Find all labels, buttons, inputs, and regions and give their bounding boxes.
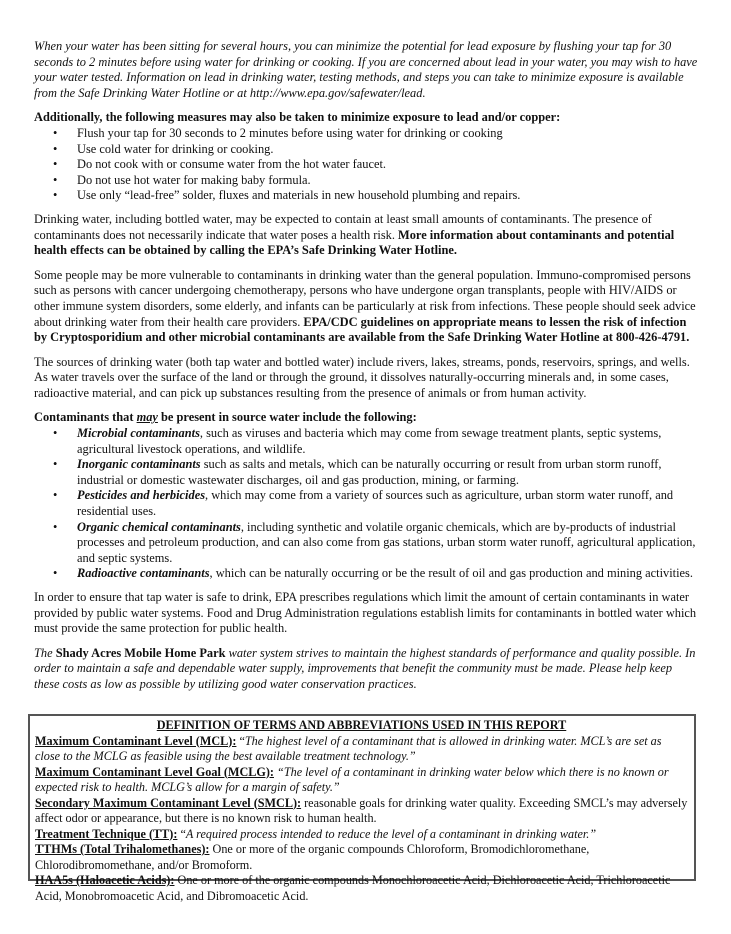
definition-term: Maximum Contaminant Level Goal (MCLG): — [35, 764, 274, 779]
vulnerable-paragraph — [34, 268, 699, 346]
closing-text: The — [34, 645, 56, 660]
heading-text: be present in source water include the following: — [157, 410, 417, 425]
definition-text: One or more of the organic compounds Monochloroacetic Acid, Dichloroacetic Acid, Trichloroacetic Acid, Monobromoacetic Acid, and Dibromoacetic Acid. — [35, 873, 671, 903]
definition-item — [35, 796, 688, 827]
definition-term: Maximum Contaminant Level (MCL): — [35, 733, 237, 748]
list-item — [77, 566, 699, 582]
definitions-title: DEFINITION OF TERMS AND ABBREVIATIONS USED IN THIS REPORT — [156, 718, 567, 732]
heading-may-emphasis: may — [136, 410, 158, 425]
contaminant-term: Microbial contaminants — [77, 426, 200, 441]
vulnerable-text: Some people may be more vulnerable to contaminants in drinking water than the general population. Immuno-compromised persons such as persons with cancer undergoing chemotherapy, persons who have undergone organ transplants, people with HIV/AIDS or other immune system disorders, some elderly, and infants can be particularly at risk from infections. These people should seek advice about drinking water from their health care providers. — [34, 267, 696, 329]
closing-text: water system strives to maintain the highest standards of performance and quality possible. In order to maintain a safe and dependable water supply, improvements that benefit the community must be made. Please help keep these costs as low as possible by utilizing good water conservation practices. — [34, 645, 696, 691]
definition-text: “The level of a contaminant in drinking water below which there is no known or expected risk to health. MCLG’s allow for a margin of safety.” — [35, 764, 669, 794]
definition-item — [35, 873, 688, 904]
definition-text: A required process intended to reduce the level of a contaminant in drinking water.” — [185, 826, 597, 841]
list-item: • Use only “lead-free” solder, fluxes and materials in new household plumbing and repairs. — [77, 188, 699, 204]
contaminants-hotline-note: More information about contaminants and potential health effects can be obtained by calling the EPA’s Safe Drinking Water Hotline. — [34, 227, 675, 258]
definition-quote: “ — [177, 826, 186, 841]
contaminant-term: Pesticides and herbicides — [77, 488, 206, 503]
system-name: Shady Acres Mobile Home Park — [55, 645, 226, 660]
list-item — [77, 457, 699, 488]
contaminant-description: , such as viruses and bacteria which may come from sewage treatment plants, septic systems, agricultural livestock operations, and wildlife. — [77, 426, 662, 456]
definition-term: TTHMs (Total Trihalomethanes): — [35, 842, 210, 856]
list-item: • Do not cook with or consume water from the hot water faucet. — [77, 157, 699, 173]
definition-term: Treatment Technique (TT): — [35, 826, 178, 841]
contaminant-description: , which can be naturally occurring or be the result of oil and gas production and mining activities. — [209, 566, 693, 581]
definition-item — [35, 827, 688, 843]
contaminants-paragraph — [34, 212, 699, 259]
contaminant-description: , including synthetic and volatile organic chemicals, which are by-products of industrial processes and petroleum production, and can also come from gas stations, urban storm water runoff, agricultural application, and septic systems. — [77, 519, 696, 565]
contaminant-term: Organic chemical contaminants — [77, 519, 241, 534]
source-contaminants-heading — [34, 410, 699, 426]
definition-term: Secondary Maximum Contaminant Level (SMCL): — [35, 795, 302, 810]
list-item — [77, 488, 699, 519]
vulnerable-guidelines-note: EPA/CDC guidelines on appropriate means to lessen the risk of infection by Cryptosporidium and other microbial contaminants are available from the Safe Drinking Water Hotline at 800-426-4791. — [34, 314, 690, 345]
contaminants-text: Drinking water, including bottled water, may be expected to contain at least small amounts of contaminants. The presence of contaminants does not necessarily indicate that water poses a health risk. — [34, 211, 652, 242]
contaminant-description: such as salts and metals, which can be naturally occurring or result from urban storm runoff, industrial or domestic wastewater discharges, oil and gas production, mining, or farming. — [77, 457, 662, 487]
definition-text: reasonable goals for drinking water quality. Exceeding SMCL’s may adversely affect odor or appearance, but there is no known risk to human health. — [35, 795, 688, 825]
contaminant-term: Inorganic contaminants — [77, 457, 201, 472]
contaminant-term: Radioactive contaminants — [77, 566, 210, 581]
list-item — [77, 520, 699, 567]
definition-text: One or more of the organic compounds Chloroform, Bromodichloromethane, Chlorodibromomethane, and/or Bromoform. — [35, 842, 590, 872]
definition-quote: “ — [236, 733, 245, 748]
definition-text: The highest level of a contaminant that is allowed in drinking water. MCL’s are set as close to the MCLG as feasible using the best available treatment technology.” — [35, 733, 662, 763]
list-item: • Use cold water for drinking or cooking. — [77, 142, 699, 158]
report-body — [34, 39, 699, 702]
source-contaminants-list — [34, 426, 699, 582]
definition-term: HAA5s (Haloacetic Acids): — [35, 873, 175, 887]
list-item: • Do not use hot water for making baby formula. — [77, 173, 699, 189]
measures-list — [34, 126, 699, 204]
closing-paragraph — [34, 646, 699, 693]
sources-paragraph: The sources of drinking water (both tap water and bottled water) include rivers, lakes, streams, ponds, reservoirs, springs, and wells. As water travels over the surface of the land or through the ground, it dissolves naturally-occurring minerals and, in some cases, radioactive material, and can pick up substances resulting from the presence of animals or from human activity. — [34, 354, 690, 400]
definitions-box — [28, 714, 696, 903]
heading-text: Contaminants that — [34, 410, 137, 425]
definition-item — [35, 765, 688, 796]
list-item: • Flush your tap for 30 seconds to 2 minutes before using water for drinking or cooking — [77, 126, 699, 142]
measures-heading: Additionally, the following measures may also be taken to minimize exposure to lead and/or copper: — [34, 110, 561, 125]
definition-item — [35, 842, 688, 873]
contaminant-description: , which may come from a variety of sources such as agriculture, urban storm water runoff, and residential uses. — [77, 488, 674, 519]
definition-item — [35, 734, 688, 765]
regulations-paragraph: In order to ensure that tap water is safe to drink, EPA prescribes regulations which limit the amount of certain contaminants in water provided by public water systems. Food and Drug Administration regulations establish limits for contaminants in bottled water which must provide the same protection for public health. — [34, 590, 697, 636]
lead-intro-paragraph: When your water has been sitting for several hours, you can minimize the potential for lead exposure by flushing your tap for 30 seconds to 2 minutes before using water for drinking or cooking. If you are concerned about lead in your water, you may wish to have your water tested. Information on lead in drinking water, testing methods, and steps you can take to minimize exposure is available from the Safe Drinking Water Hotline or at http://www.epa.gov/safewater/lead. — [34, 39, 698, 100]
list-item — [77, 426, 699, 457]
